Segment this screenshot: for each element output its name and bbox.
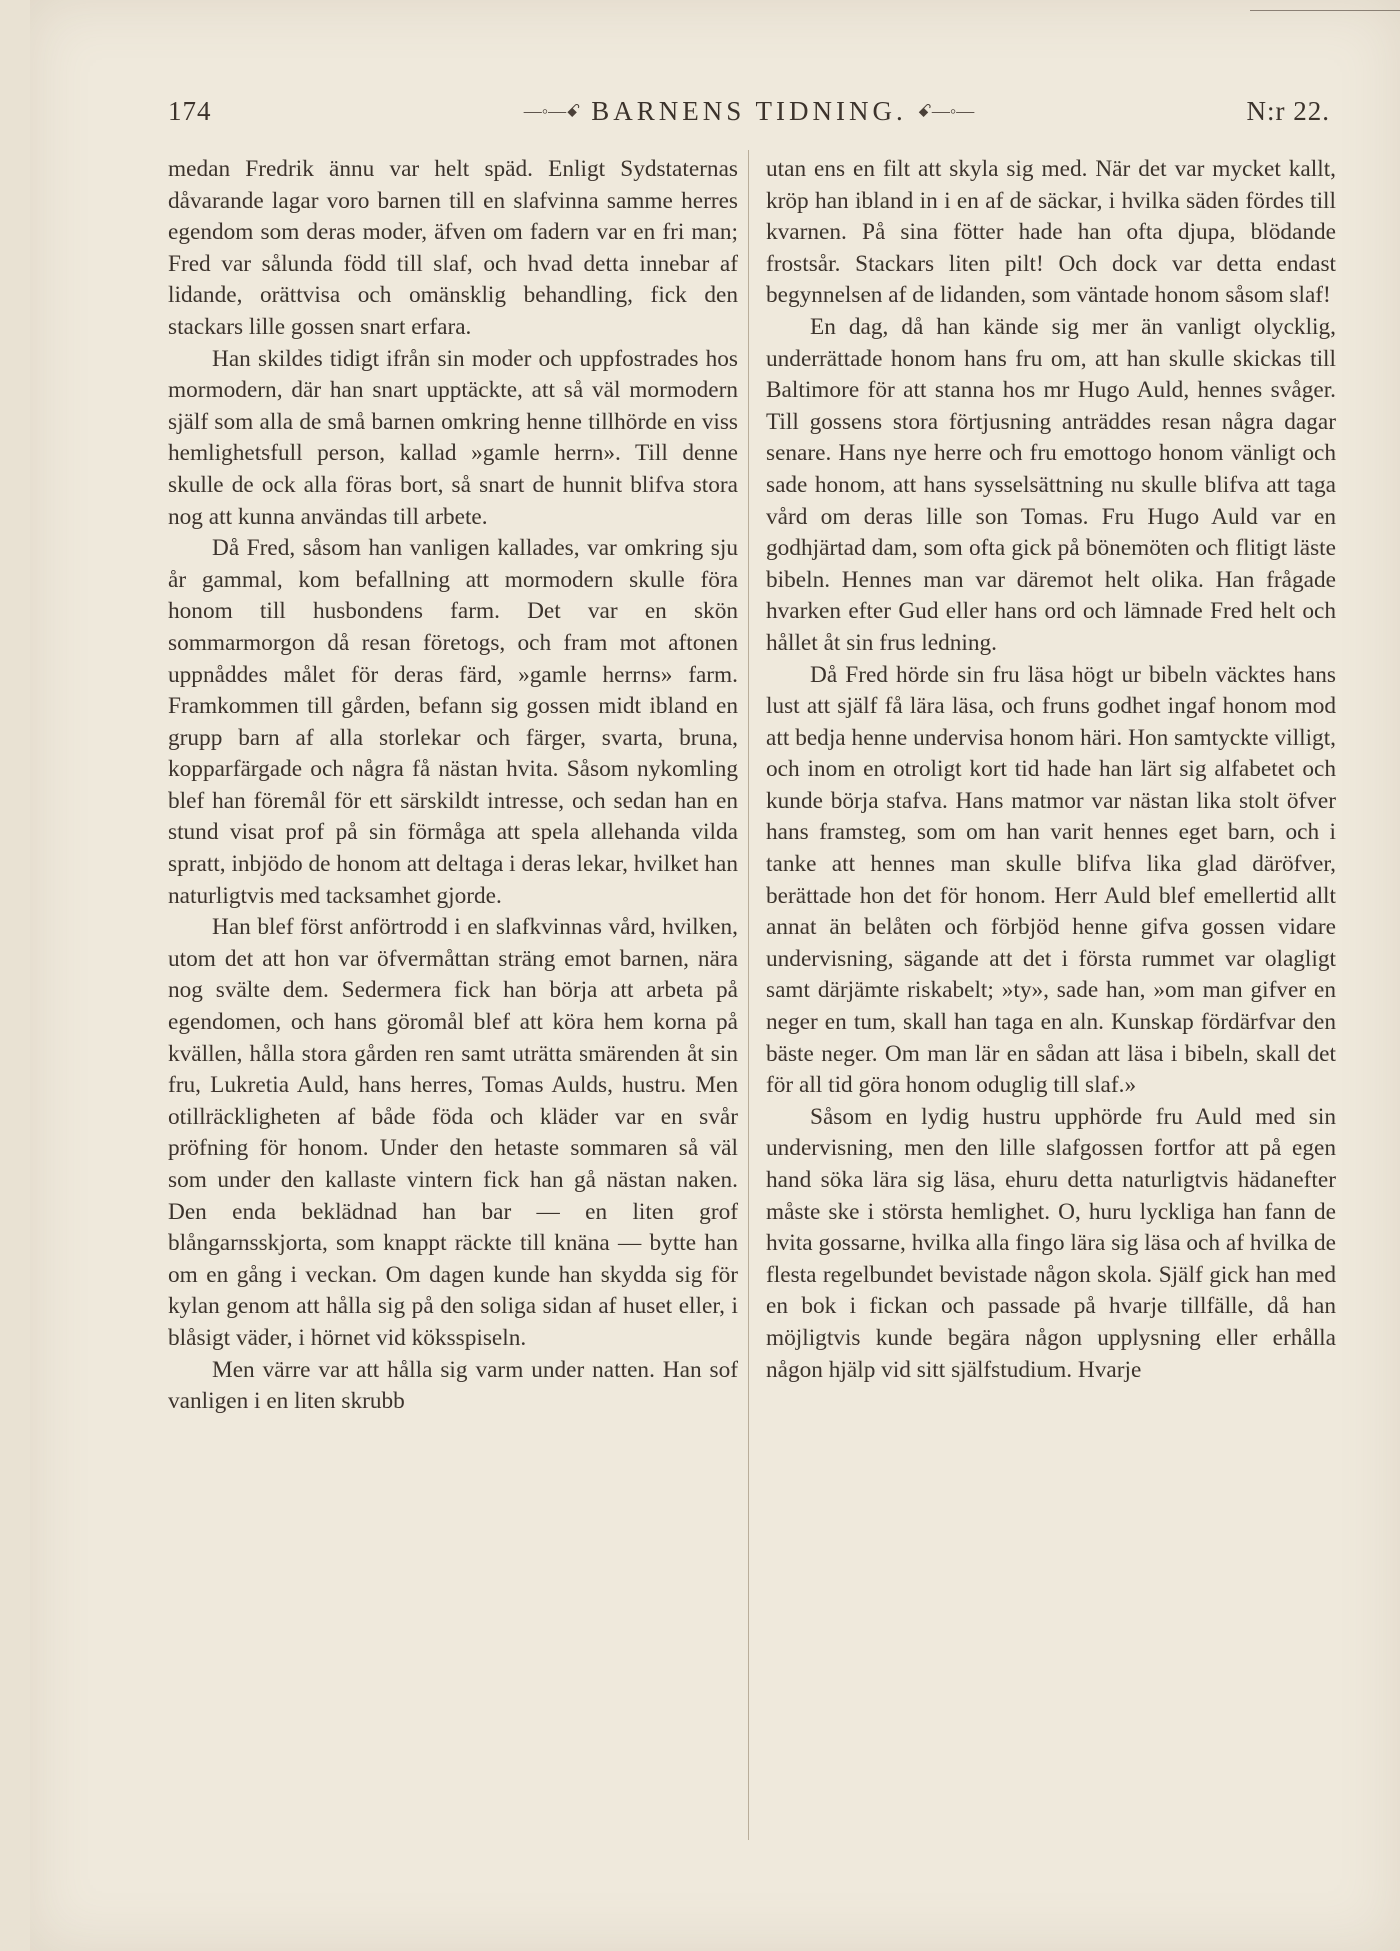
paragraph: Men värre var att hålla sig varm under natten. Han sof vanligen i en liten skrubb xyxy=(168,1356,738,1415)
paragraph: utan ens en filt att skyla sig med. När det var mycket kallt, kröp han ibland in i en af de säckar, i hvilka säden fördes till kvarnen. På sina fötter hade han ofta djupa, blödande frostsår. Stackars liten pilt! Och dock var detta endast begynnelsen af de lidanden, som väntade honom såsom slaf! xyxy=(766,156,1336,309)
paragraph: Såsom en lydig hustru upphörde fru Auld med sin undervisning, men den lille slafgossen fortfor att på egen hand söka lära sig läsa, ehuru detta naturligtvis hädanefter måste ske i största hemlighet. O, huru lyckliga han fann de hvita gossarne, hvilka alla fingo lära sig läsa och af hvilka de flesta regelbundet bevistade någon skola. Själf gick han med en bok i fickan och passade på hvarje tillfälle, då han möjligtvis kunde begära någon upplysning eller erhålla någon hjälp vid sitt själfstudium. Hvarje xyxy=(766,1103,1336,1383)
page-number: 174 xyxy=(168,96,212,126)
paragraph: Då Fred, såsom han vanligen kallades, var omkring sju år gammal, kom befallning att mormodern skulle föra honom till husbondens farm. Det var en skön sommarmorgon då resan företogs, och fram mot aftonen uppnåddes målet för deras färd, »gamle herrns» farm. Framkommen till gården, befann sig gossen midt ibland en grupp barn af alla storlekar och färger, svarta, bruna, kopparfärgade och några få nästan hvita. Såsom nykomling blef han föremål för ett särskildt intresse, och sedan han en stund visat prof på sin förmåga att spela allehanda vilda spratt, inbjödo de honom att deltaga i deras lekar, hvilket han naturligtvis med tacksamhet gjorde. xyxy=(168,535,738,909)
paragraph: Han blef först anförtrodd i en slafkvinnas vård, hvilken, utom det att hon var öfvermåttan sträng emot barnen, nära nog svälte dem. Sedermera fick han börja att arbeta på egendomen, och hans göromål blef att köra hem korna på kvällen, hålla stora gården ren samt uträtta smärenden åt sin fru, Lukretia Auld, hans herres, Tomas Aulds, hustru. Men otillräckligheten af både föda och kläder var en svår pröfning för honom. Under den hetaste sommaren så väl som under den kallaste vintern fick han gå nästan naken. Den enda beklädnad han bar — en liten grof blångarnsskjorta, som knappt räckte till knäna — bytte han om en gång i veckan. Om dagen kunde han skydda sig för kylan genom att hålla sig på den soliga sidan af huset eller, i blåsigt väder, i hörnet vid köksspiseln. xyxy=(168,914,738,1351)
column-divider xyxy=(748,150,749,1840)
masthead-title-line xyxy=(168,96,1330,127)
paragraph: medan Fredrik ännu var helt späd. Enligt Sydstaternas dåvarande lagar voro barnen till en slafvinna samme herres egendom som deras moder, äfven om fadern var en fri man; Fred var sålunda född till slaf, och hvad detta innebar af lidande, orättvisa och omänsklig behandling, fick den stackars lille gossen snart erfara. xyxy=(168,156,738,340)
paragraph: Han skildes tidigt ifrån sin moder och uppfostrades hos mormodern, där han snart upptäckte, att så väl mormodern själf som alla de små barnen omkring henne tillhörde en viss hemlighetsfull person, kallad »gamle herrn». Till denne skulle de ock alla föras bort, så snart de hunnit blifva stora nog att kunna användas till arbete. xyxy=(168,345,738,530)
page-header xyxy=(168,96,1330,136)
paragraph: Då Fred hörde sin fru läsa högt ur bibeln väcktes hans lust att själf få lära läsa, och fruns godhet ingaf honom mod att bedja henne undervisa honom häri. Hon samtyckte villigt, och inom en otroligt kort tid hade han lärt sig alfabetet och kunde börja stafva. Hans matmor var nästan lika stolt öfver hans framsteg, som om han varit hennes eget barn, och i tanke att hennes man skulle blifva lika glad däröfver, berättade hon det för honom. Herr Auld blef emellertid allt annat än belåten och förbjöd henne gifva gossen vidare undervisning, sägande att det i första rummet var olagligt samt därjämte riskabelt; »ty», sade han, »om man gifver en neger en tum, skall han taga en aln. Kunskap fördärfvar den bäste neger. Om man lär en sådan att läsa i bibeln, skall det för all tid göra honom oduglig till slaf.» xyxy=(766,661,1336,1099)
left-column xyxy=(168,154,738,1418)
page-edge-rule xyxy=(1250,10,1400,11)
masthead-title: BARNENS TIDNING. xyxy=(591,96,907,126)
issue-number: N:r 22. xyxy=(1246,96,1330,126)
ornament-left: —◦—ꗃ xyxy=(523,101,581,121)
right-column xyxy=(766,154,1336,1386)
paragraph: En dag, då han kände sig mer än vanligt olycklig, underrättade honom hans fru om, att han skulle skickas till Baltimore för att stanna hos mr Hugo Auld, hennes svåger. Till gossens stora förtjusning anträddes resan några dagar senare. Hans nye herre och fru emottogo honom vänligt och sade honom, att hans sysselsättning nu skulle blifva att taga vård om deras lille son Tomas. Fru Hugo Auld var en godhjärtad dam, som ofta gick på bönemöten och flitigt läste bibeln. Hennes man var däremot helt olika. Han frågade hvarken efter Gud eller hans ord och lämnade Fred helt och hållet åt sin frus ledning. xyxy=(766,313,1336,656)
ornament-right: ꗃ—◦— xyxy=(917,101,975,121)
